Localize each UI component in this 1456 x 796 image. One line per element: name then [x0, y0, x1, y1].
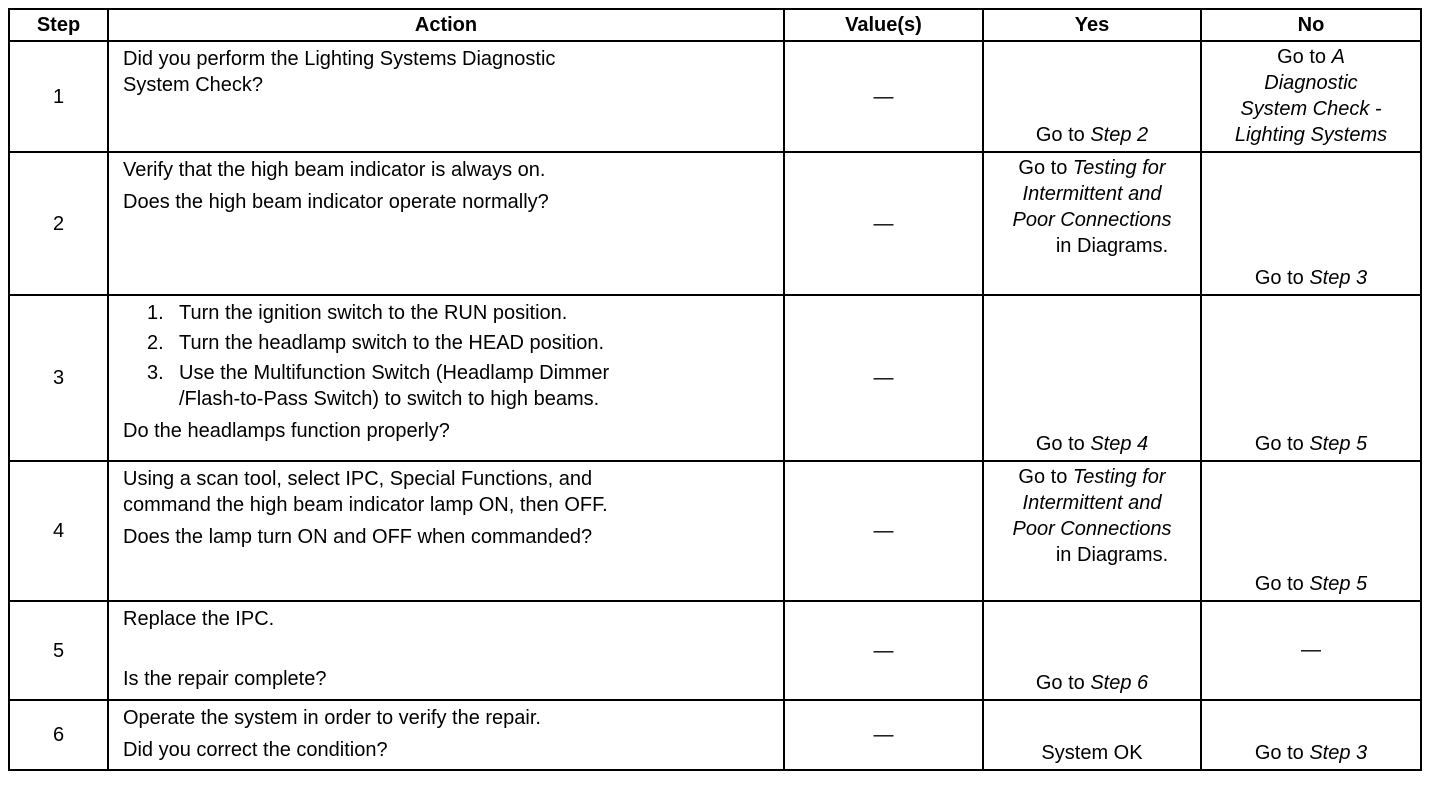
step-number: 5	[9, 601, 108, 700]
no-step-link[interactable]: Step 3	[1309, 742, 1368, 764]
yes-prefix: Go to	[1035, 433, 1085, 455]
action-text: Replace the IPC.	[123, 608, 275, 630]
no-prefix: Go to	[1254, 433, 1304, 455]
yes-step-link[interactable]: Step 4	[1090, 433, 1149, 455]
yes-prefix: Go to	[1018, 466, 1068, 488]
no-prefix: Go to	[1254, 267, 1304, 289]
step-number: 1	[9, 41, 108, 152]
yes-cell	[983, 601, 1201, 700]
no-ref-link[interactable]: Diagnostic	[1264, 72, 1358, 94]
yes-cell: System OK	[983, 700, 1201, 770]
diagnostic-table	[8, 8, 1422, 771]
value-cell: —	[784, 601, 983, 700]
yes-ref-link[interactable]: Intermittent and	[1022, 183, 1162, 205]
yes-cell	[983, 152, 1201, 295]
yes-ref-link[interactable]: Poor Connections	[1012, 209, 1172, 231]
yes-cell	[983, 41, 1201, 152]
no-cell	[1201, 700, 1421, 770]
header-row	[9, 9, 1421, 41]
yes-suffix: Diagrams.	[1077, 544, 1169, 566]
action-cell	[108, 700, 784, 770]
value-cell: —	[784, 41, 983, 152]
no-cell: —	[1201, 601, 1421, 700]
action-question: Do the headlamps function properly?	[123, 420, 450, 442]
no-ref-link[interactable]: System Check -	[1240, 98, 1382, 120]
yes-step-link[interactable]: Step 2	[1090, 124, 1149, 146]
yes-suffix-in: in	[1055, 544, 1072, 566]
header-action: Action	[108, 9, 784, 41]
action-text: Is the repair complete?	[123, 668, 327, 690]
list-item: 1. Turn the ignition switch to the RUN position.	[147, 302, 568, 324]
no-step-link[interactable]: Step 3	[1309, 267, 1368, 289]
step-number: 3	[9, 295, 108, 461]
no-cell	[1201, 152, 1421, 295]
table-row	[9, 461, 1421, 601]
value-cell: —	[784, 461, 983, 601]
yes-cell	[983, 295, 1201, 461]
no-step-link[interactable]: Step 5	[1309, 433, 1368, 455]
header-values: Value(s)	[784, 9, 983, 41]
header-yes: Yes	[983, 9, 1201, 41]
value-cell: —	[784, 700, 983, 770]
step-number: 2	[9, 152, 108, 295]
list-item: 2. Turn the headlamp switch to the HEAD position.	[147, 332, 605, 354]
action-cell	[108, 295, 784, 461]
action-text: Did you perform the Lighting Systems Diagnostic	[123, 48, 556, 70]
header-no: No	[1201, 9, 1421, 41]
no-step-link[interactable]: Step 5	[1309, 573, 1368, 595]
action-cell	[108, 41, 784, 152]
no-cell	[1201, 461, 1421, 601]
step-number: 4	[9, 461, 108, 601]
no-cell	[1201, 295, 1421, 461]
table-row	[9, 700, 1421, 770]
action-text: Does the lamp turn ON and OFF when commanded?	[123, 526, 593, 548]
no-ref-link[interactable]: Lighting Systems	[1234, 124, 1388, 146]
yes-cell	[983, 461, 1201, 601]
action-cell	[108, 461, 784, 601]
action-text: Verify that the high beam indicator is always on.	[123, 159, 546, 181]
yes-suffix-in: in	[1055, 235, 1072, 257]
action-text: Operate the system in order to verify the repair.	[123, 707, 541, 729]
list-item: 3. Use the Multifunction Switch (Headlamp Dimmer /Flash-to-Pass Switch) to switch to high beams.	[147, 362, 610, 410]
no-ref-link[interactable]: A	[1331, 46, 1345, 68]
table-row	[9, 41, 1421, 152]
yes-ref-link[interactable]: Intermittent and	[1022, 492, 1162, 514]
yes-prefix: Go to	[1035, 672, 1085, 694]
table-row	[9, 601, 1421, 700]
action-cell	[108, 601, 784, 700]
yes-ref-link[interactable]: Poor Connections	[1012, 518, 1172, 540]
action-cell	[108, 152, 784, 295]
yes-suffix: Diagrams.	[1077, 235, 1169, 257]
yes-prefix: Go to	[1018, 157, 1068, 179]
table-row	[9, 295, 1421, 461]
no-prefix: Go to	[1277, 46, 1326, 68]
value-cell: —	[784, 152, 983, 295]
action-text: System Check?	[123, 74, 264, 96]
yes-step-link[interactable]: Step 6	[1090, 672, 1149, 694]
table-row	[9, 152, 1421, 295]
header-step: Step	[9, 9, 108, 41]
no-prefix: Go to	[1254, 573, 1304, 595]
no-cell	[1201, 41, 1421, 152]
procedure-list	[123, 300, 771, 412]
value-cell: —	[784, 295, 983, 461]
step-number: 6	[9, 700, 108, 770]
yes-prefix: Go to	[1035, 124, 1085, 146]
action-text: Does the high beam indicator operate normally?	[123, 191, 549, 213]
action-text: command the high beam indicator lamp ON, then OFF.	[123, 494, 608, 516]
action-text: Using a scan tool, select IPC, Special Functions, and	[123, 468, 593, 490]
action-text: Did you correct the condition?	[123, 739, 388, 761]
yes-ref-link[interactable]: Testing for	[1072, 466, 1166, 488]
yes-ref-link[interactable]: Testing for	[1072, 157, 1166, 179]
no-prefix: Go to	[1254, 742, 1304, 764]
